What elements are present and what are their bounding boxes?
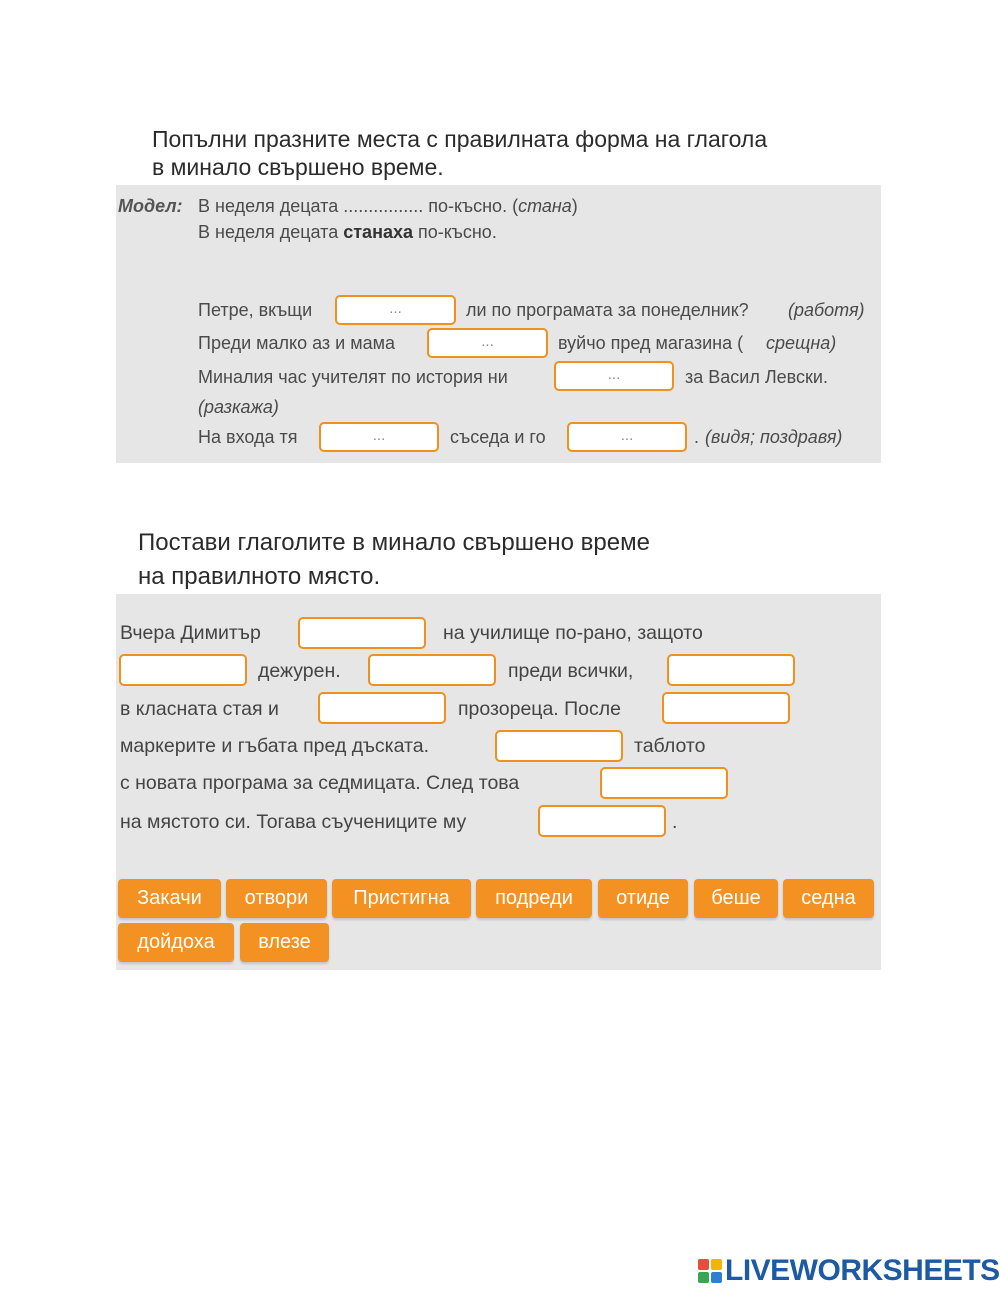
sentence2-hint: срещна) [766, 333, 837, 353]
sentence1-hint: (работя) [788, 300, 865, 320]
word-chip-zakachi[interactable]: Закачи [118, 879, 221, 918]
sentence2-text-a: Преди малко аз и мама [198, 333, 395, 353]
sentence3-blank[interactable]: ... [554, 361, 674, 391]
p2-line2-text-a: дежурен. [258, 660, 341, 682]
sentence1-blank[interactable]: ... [335, 295, 456, 325]
model-label: Модел: [118, 196, 183, 216]
exercise2-title-line1: Постави глаголите в минало свършено време [138, 529, 650, 556]
word-chip-otide[interactable]: отиде [598, 879, 688, 918]
p2-line2-text-b: преди всички, [508, 660, 634, 682]
sentence4-blank-1[interactable]: ... [319, 422, 439, 452]
drop-slot-7[interactable] [495, 730, 623, 762]
model-line-1 [198, 196, 578, 217]
model-line-1-verb: стана [518, 196, 572, 216]
drop-slot-6[interactable] [662, 692, 790, 724]
p2-line4-text-b: таблото [634, 735, 706, 757]
sentence1-text-b: ли по програмата за понеделник? [466, 300, 749, 320]
sentence3-text-b: за Васил Левски. [685, 367, 828, 387]
p2-line5-text-a: с новата програма за седмицата. След това [120, 772, 520, 794]
liveworksheets-logo-icon [698, 1259, 722, 1283]
word-chip-vleze[interactable]: влезе [240, 923, 329, 962]
sentence4-hint: (видя; поздравя) [705, 427, 843, 447]
drop-slot-5[interactable] [318, 692, 446, 724]
sentence3-text-a: Миналия час учителят по история ни [198, 367, 508, 387]
sentence4-text-c: . [694, 427, 700, 447]
drop-slot-4[interactable] [667, 654, 795, 686]
p2-line3-text-b: прозореца. После [458, 698, 621, 720]
drop-slot-8[interactable] [600, 767, 728, 799]
sentence2-text-b: вуйчо пред магазина ( [558, 333, 744, 353]
sentence4-text-b: съседа и го [450, 427, 546, 447]
exercise1-title-line1: Попълни празните места с правилната форма на глагола [152, 126, 768, 152]
model-line-1-close: ) [571, 196, 578, 216]
p2-line6-text-b: . [672, 811, 678, 833]
p2-line6-text-a: на мястото си. Тогава съучениците му [120, 811, 467, 833]
word-chip-otvori[interactable]: отвори [226, 879, 327, 918]
exercise2-title-line2: на правилното място. [138, 563, 381, 590]
drop-slot-2[interactable] [119, 654, 247, 686]
sentence3-hint: (разкажа) [198, 397, 279, 417]
p2-line1-text-b: на училище по-рано, защото [443, 622, 703, 644]
drop-slot-9[interactable] [538, 805, 666, 837]
word-chip-podredi[interactable]: подреди [476, 879, 592, 918]
liveworksheets-brand: LIVEWORKSHEETS [725, 1254, 1000, 1287]
model-line-1-text: В неделя децата ................ по-късно. ( [198, 196, 519, 216]
sentence1-text-a: Петре, вкъщи [198, 300, 313, 320]
sentence4-text-a: На входа тя [198, 427, 298, 447]
model-line-2-text: В неделя децата [198, 222, 344, 242]
drop-slot-1[interactable] [298, 617, 426, 649]
model-line-2-end: по-късно. [412, 222, 497, 242]
model-line-2-answer: станаха [343, 222, 413, 242]
sentence4-blank-2[interactable]: ... [567, 422, 687, 452]
sentence2-blank[interactable]: ... [427, 328, 548, 358]
drop-slot-3[interactable] [368, 654, 496, 686]
model-line-2 [198, 222, 497, 243]
word-chip-beshe[interactable]: беше [694, 879, 778, 918]
p2-line3-text-a: в класната стая и [120, 698, 279, 720]
p2-line1-text-a: Вчера Димитър [120, 622, 261, 644]
word-chip-pristigna[interactable]: Пристигна [332, 879, 471, 918]
word-chip-doydoha[interactable]: дойдоха [118, 923, 234, 962]
word-chip-sedna[interactable]: седна [783, 879, 874, 918]
p2-line4-text-a: маркерите и гъбата пред дъската. [120, 735, 429, 757]
exercise1-title-line2: в минало свършено време. [152, 154, 444, 180]
